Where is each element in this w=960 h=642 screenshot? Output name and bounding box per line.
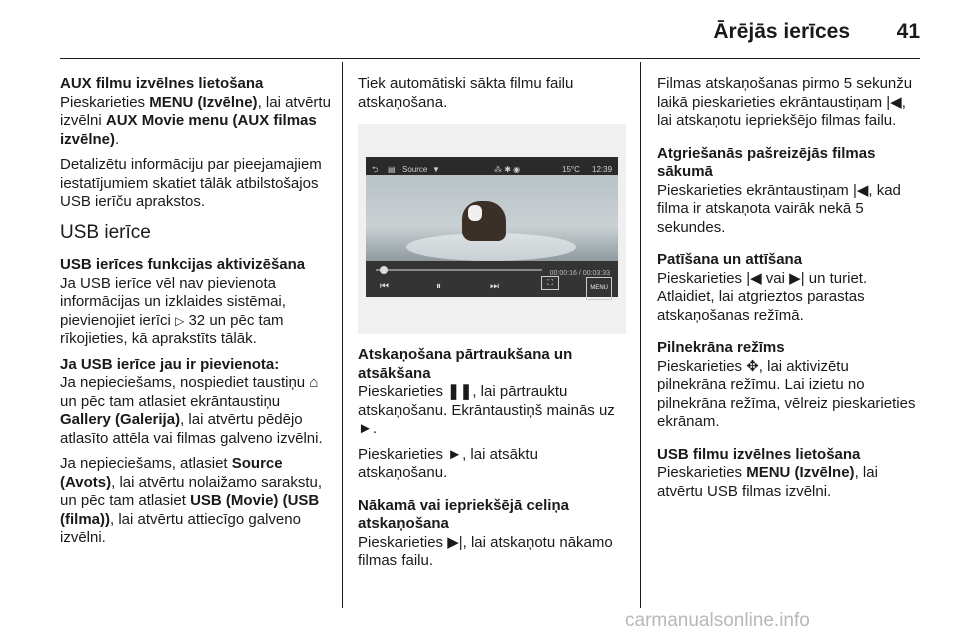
paragraph: Pieskarieties ✥, lai aktivizētu pilnekrāna režīmu. Lai izietu no pilnekrāna režīma, vēlreiz pieskarieties ekrānam. [657, 357, 916, 430]
column-divider [342, 62, 343, 608]
column-3 [657, 75, 919, 508]
section-heading: Atskaņošana pārtraukšana un atsākšana [358, 346, 573, 382]
section-heading: Ja USB ierīce jau ir pievienota: [60, 355, 280, 373]
next-track-icon: ▶| [789, 269, 805, 287]
previous-track-icon: |◀ [886, 93, 902, 111]
paragraph: Pieskarieties |◀ vai ▶| un turiet. Atlaidiet, lai atgrieztos parastas atskaņošanas režīmā. [657, 269, 868, 324]
paragraph: Pieskarieties MENU (Izvēlne), lai atvērtu USB filmas izvēlni. [657, 464, 878, 500]
section-heading: Pilnekrāna režīms [657, 339, 785, 356]
source-icon: ▤ [388, 165, 396, 174]
next-track-icon: ⏭ [490, 281, 499, 292]
paragraph: Detalizētu informāciju par pieejamajiem iestatījumiem skatiet tālāk atbilstošajos USB ierīču aprakstos. [60, 156, 322, 210]
play-icon: ► [358, 420, 373, 437]
chapter-heading: USB ierīce [60, 221, 151, 243]
column-2 [358, 75, 628, 578]
paragraph: Tiek automātiski sākta filmu failu atskaņošana. [358, 75, 574, 111]
page-header [60, 0, 920, 58]
dropdown-icon: ▼ [432, 165, 440, 174]
paragraph: Pieskarieties ▶|, lai atskaņotu nākamo filmas failu. [358, 533, 613, 569]
fullscreen-icon: ✥ [746, 357, 759, 375]
movie-player-screenshot [358, 124, 626, 334]
clock: 12:39 [592, 165, 613, 174]
back-icon: ⮌ [372, 165, 379, 174]
progress-knob [380, 266, 388, 274]
paragraph: Pieskarieties ►, lai atsāktu atskaņošanu. [358, 445, 538, 481]
dog-face [468, 205, 482, 221]
page-ref-arrow-icon: ▷ [175, 313, 185, 328]
paragraph: Pieskarieties ❚❚, lai pārtrauktu atskaņošanu. Ekrāntaustiņš mainās uz ►. [358, 383, 615, 437]
section-heading: USB ierīces funkcijas aktivizēšana [60, 256, 306, 273]
page-number: 41 [896, 20, 920, 43]
infotainment-screen [366, 157, 618, 297]
paragraph: Ja USB ierīce vēl nav pievienota informācijas un izklaides sistēmai, pievienojiet ierīci ▷ 32 un pēc tam rīkojieties, kā aprakstīts tālāk. [60, 274, 286, 347]
paragraph: Pieskarieties MENU (Izvēlne), lai atvērtu izvēlni AUX Movie menu (AUX filmas izvēlne). [60, 93, 331, 148]
temperature: 15°C [562, 165, 580, 174]
previous-track-icon: |◀ [746, 269, 762, 287]
video-frame [366, 175, 618, 261]
paragraph: Pieskarieties ekrāntaustiņam |◀, kad filma ir atskaņota vairāk nekā 5 sekundes. [657, 181, 901, 236]
paragraph: Ja nepieciešams, atlasiet Source (Avots), lai atvērtu nolaižamo sarakstu, un pēc tam atlasiet USB (Movie) (USB (filma)), lai atvērtu attiecīgo galveno izvēlni. [60, 455, 323, 546]
column-divider [640, 62, 641, 608]
playback-time: 00:00:16 / 00:03:33 [549, 270, 610, 277]
header-rule [60, 58, 920, 59]
fullscreen-icon: ⛶ [541, 276, 559, 290]
previous-track-icon: ⏮ [380, 281, 389, 292]
home-icon: ⌂ [309, 374, 319, 391]
column-1 [60, 75, 332, 555]
pause-icon: ⏸ [436, 281, 441, 292]
section-heading: Patīšana un attīšana [657, 251, 803, 268]
previous-track-icon: |◀ [852, 181, 869, 199]
section-heading: Atgriešanās pašreizējās filmas sākumā [657, 144, 876, 180]
status-icons: ⁂ ✱ ◉ [494, 165, 521, 174]
page-title: Ārējās ierīces [713, 20, 850, 43]
watermark: carmanualsonline.info [625, 610, 810, 631]
play-icon: ► [447, 445, 463, 463]
paragraph: Ja nepieciešams, nospiediet taustiņu ⌂ un pēc tam atlasiet ekrāntaustiņu Gallery (Galerija), lai atvērtu pēdējo atlasīto attēla vai filmas galveno izvēlni. [60, 374, 323, 447]
source-label: Source [402, 165, 428, 174]
pause-icon: ❚❚ [447, 383, 473, 400]
page-reference: 32 [188, 311, 206, 329]
progress-bar [376, 269, 542, 271]
section-heading: USB filmu izvēlnes lietošana [657, 445, 861, 463]
status-bar [366, 157, 618, 175]
paragraph: Filmas atskaņošanas pirmo 5 sekunžu laikā pieskarieties ekrāntaustiņam |◀, lai atskaņotu iepriekšējo filmas failu. [657, 75, 913, 129]
section-heading: Nākamā vai iepriekšējā celiņa atskaņošana [358, 496, 569, 532]
section-heading: AUX filmu izvēlnes lietošana [60, 75, 264, 92]
menu-button: MENU [586, 277, 612, 300]
next-track-icon: ▶| [447, 533, 463, 551]
